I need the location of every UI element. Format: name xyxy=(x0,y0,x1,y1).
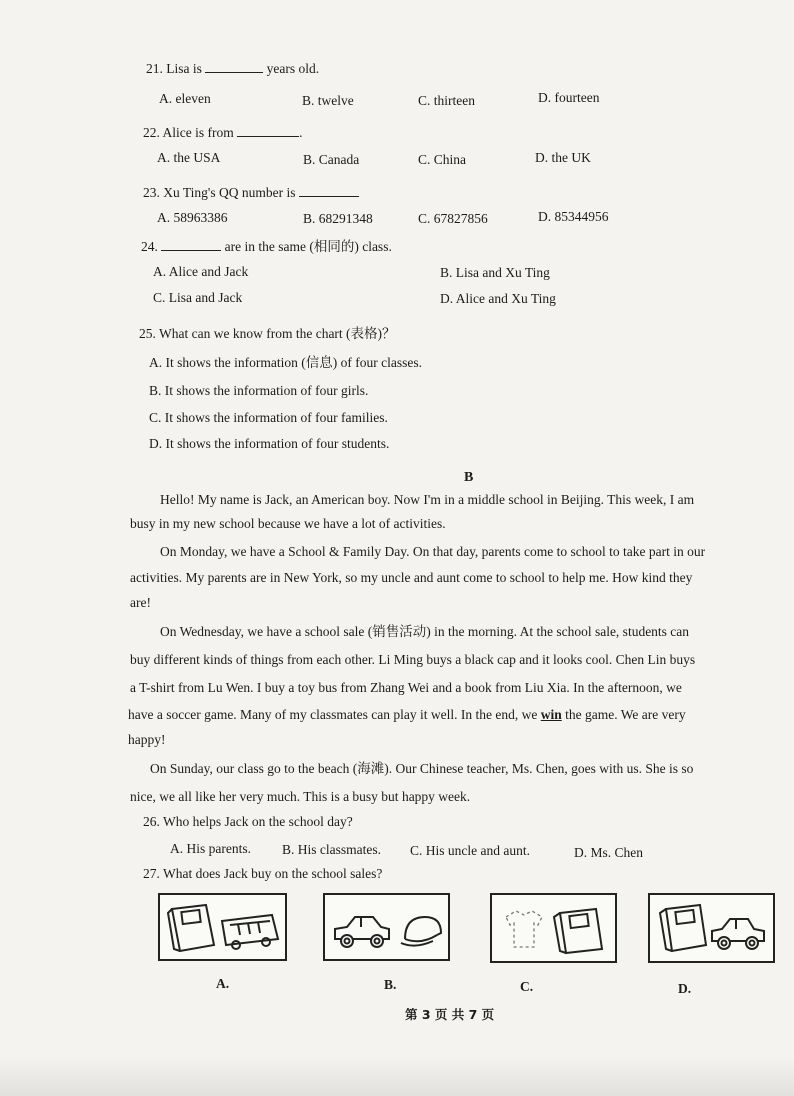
question-24-stem xyxy=(141,238,392,255)
picture-label-b: B. xyxy=(384,977,397,992)
option-22a: A. the USA xyxy=(157,150,221,165)
option-25b: B. It shows the information of four girls. xyxy=(149,383,369,398)
answer-blank xyxy=(299,184,359,197)
page-number: 第 3 页 共 7 页 xyxy=(405,1007,495,1022)
option-24c: C. Lisa and Jack xyxy=(153,290,243,305)
passage-line: activities. My parents are in New York, so my uncle and aunt come to school to help me. How kind they xyxy=(130,570,693,585)
question-22-stem xyxy=(143,124,303,141)
scan-shadow xyxy=(0,1056,794,1096)
option-22b: B. Canada xyxy=(303,152,360,167)
passage-line: On Sunday, our class go to the beach (海滩). Our Chinese teacher, Ms. Chen, goes with us. She is so xyxy=(150,761,694,776)
stem-text: 23. Xu Ting's QQ number is xyxy=(143,185,296,200)
picture-label-d: D. xyxy=(678,981,692,996)
passage-text: the game. We are very xyxy=(561,707,686,722)
question-27-stem: 27. What does Jack buy on the school sales? xyxy=(143,866,383,881)
option-21b: B. twelve xyxy=(302,93,354,108)
passage-text: have a soccer game. Many of my classmates can play it well. In the end, we xyxy=(128,707,541,722)
picture-option-a xyxy=(158,893,287,961)
option-25a: A. It shows the information (信息) of four classes. xyxy=(149,355,422,370)
car-icon xyxy=(712,919,764,949)
option-22d: D. the UK xyxy=(535,150,591,165)
stem-text: 24. xyxy=(141,239,158,254)
option-24d: D. Alice and Xu Ting xyxy=(440,291,556,306)
car-icon xyxy=(335,917,389,947)
option-21d: D. fourteen xyxy=(538,90,600,105)
passage-line xyxy=(128,701,686,728)
passage-line: are! xyxy=(130,595,151,610)
stem-text: 21. Lisa is xyxy=(146,61,202,76)
win-word: win xyxy=(540,707,562,722)
option-26d: D. Ms. Chen xyxy=(574,845,644,860)
question-23-stem xyxy=(143,184,359,201)
option-23d: D. 85344956 xyxy=(538,209,609,224)
answer-blank xyxy=(161,238,221,251)
option-21c: C. thirteen xyxy=(418,93,475,108)
option-23c: C. 67827856 xyxy=(418,211,488,226)
book-icon xyxy=(554,909,602,953)
option-25c: C. It shows the information of four families. xyxy=(149,410,388,425)
option-25d: D. It shows the information of four students. xyxy=(149,436,390,451)
question-25-stem: 25. What can we know from the chart (表格)？ xyxy=(139,326,396,341)
bus-icon xyxy=(222,915,278,949)
stem-text: . xyxy=(299,125,303,140)
stem-text: 22. Alice is from xyxy=(143,125,234,140)
passage-line: a T-shirt from Lu Wen. I buy a toy bus from Zhang Wei and a book from Liu Xia. In the afternoon, we xyxy=(130,680,682,695)
option-26c: C. His uncle and aunt. xyxy=(410,843,530,858)
picture-option-c xyxy=(490,893,617,963)
option-21a: A. eleven xyxy=(159,91,211,106)
question-21-stem xyxy=(146,60,319,77)
option-23a: A. 58963386 xyxy=(157,210,228,225)
passage-line: happy! xyxy=(128,732,166,747)
option-24a: A. Alice and Jack xyxy=(153,264,249,279)
passage-line: busy in my new school because we have a lot of activities. xyxy=(130,516,446,531)
option-24b: B. Lisa and Xu Ting xyxy=(440,265,550,280)
option-23b: B. 68291348 xyxy=(303,211,373,226)
option-22c: C. China xyxy=(418,152,467,167)
question-26-stem: 26. Who helps Jack on the school day? xyxy=(143,814,353,829)
stem-text: are in the same (相同的) class. xyxy=(224,239,392,254)
passage-line: On Monday, we have a School & Family Day. On that day, parents come to school to take part in our xyxy=(160,544,706,559)
book-icon xyxy=(168,905,214,951)
answer-blank xyxy=(237,124,299,137)
option-26a: A. His parents. xyxy=(170,841,251,856)
book-icon xyxy=(660,905,706,951)
passage-line: Hello! My name is Jack, an American boy. Now I'm in a middle school in Beijing. This week, I am xyxy=(160,492,695,507)
picture-label-a: A. xyxy=(216,976,230,991)
section-b-heading: B xyxy=(464,470,474,485)
picture-option-b xyxy=(323,893,450,961)
picture-option-d xyxy=(648,893,775,963)
option-26b: B. His classmates. xyxy=(282,842,381,857)
passage-line: On Wednesday, we have a school sale (销售活动) in the morning. At the school sale, students can xyxy=(160,624,690,639)
passage-line: buy different kinds of things from each other. Li Ming buys a black cap and it looks cool. Chen Lin buys xyxy=(130,652,696,667)
picture-label-c: C. xyxy=(520,979,534,994)
cap-icon xyxy=(401,917,441,946)
stem-text: years old. xyxy=(266,61,320,76)
tshirt-icon xyxy=(506,911,542,947)
passage-line: nice, we all like her very much. This is a busy but happy week. xyxy=(130,789,471,804)
answer-blank xyxy=(205,60,263,73)
